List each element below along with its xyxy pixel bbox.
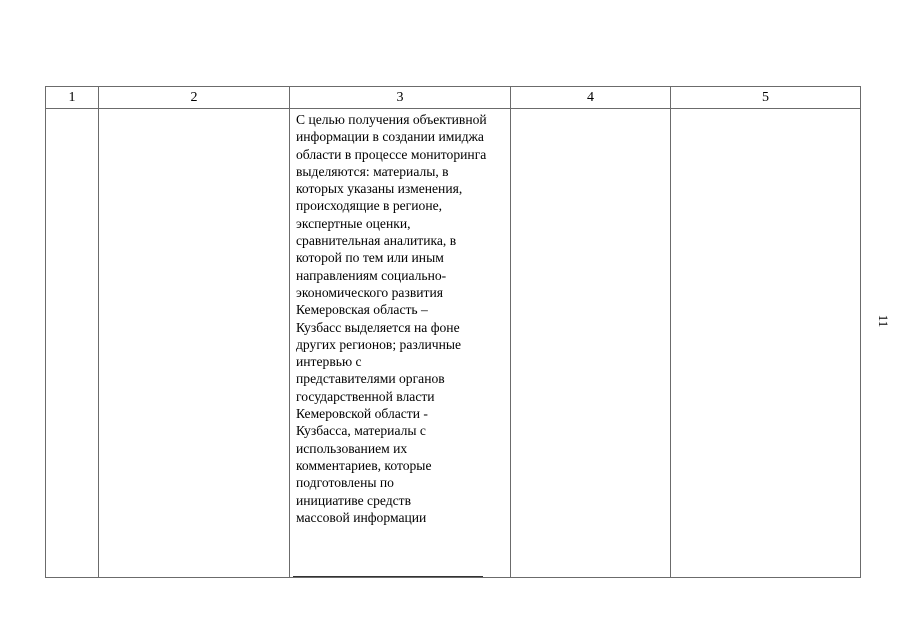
column-header-4: 4 [511, 87, 671, 109]
data-table [45, 86, 861, 578]
cell-text-col1 [46, 109, 98, 111]
table-header-row [46, 87, 861, 109]
column-header-5: 5 [671, 87, 861, 109]
page-number: 11 [876, 314, 891, 328]
cell-text-col5 [671, 109, 860, 111]
column-header-1: 1 [46, 87, 99, 109]
cell-bottom-rule [293, 576, 483, 577]
table-cell-col3 [290, 109, 511, 578]
column-header-2: 2 [99, 87, 290, 109]
table-cell-col2 [99, 109, 290, 578]
cell-text-col3: С целью получения объективной информации в создании имиджа области в процессе мониторинга выделяются: материалы, в которых указаны изменения, происходящие в регионе, экспертные оценки, сравнительная аналитика, в которой по тем или иным направлениям социально- экономического развития Кемеровская область – Кузбасс выделяется на фоне других регионов; различные интервью с представителями органов государственной власти Кемеровской области - Кузбасса, материалы с использованием их комментариев, которые подготовлены по инициативе средств массовой информации [296, 112, 487, 525]
table-cell-col4 [511, 109, 671, 578]
cell-text-col2 [99, 109, 289, 111]
column-header-3: 3 [290, 87, 511, 109]
table-cell-col1 [46, 109, 99, 578]
table-row [46, 109, 861, 578]
table-cell-col5 [671, 109, 861, 578]
cell-text-col4 [511, 109, 670, 111]
